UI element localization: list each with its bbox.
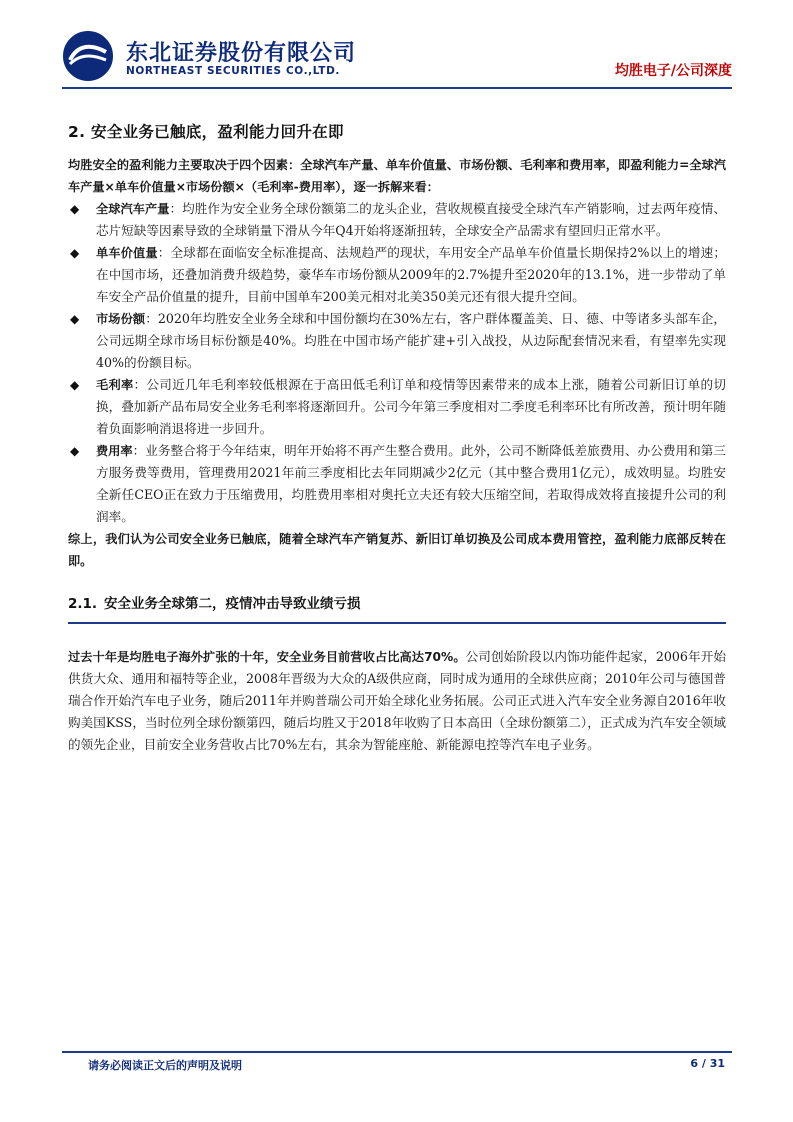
report-tag: 均胜电子/公司深度	[614, 63, 732, 79]
section-heading: 2. 安全业务已触底，盈利能力回升在即	[68, 123, 344, 141]
page-header	[62, 30, 732, 86]
footer-divider	[62, 1051, 732, 1053]
subsection-title: 安全业务全球第二，疫情冲击导致业绩亏损	[104, 596, 361, 612]
list-item	[68, 374, 726, 440]
diamond-bullet-icon: ◆	[70, 202, 80, 216]
list-item-text: ：全球都在面临安全标准提高、法规趋严的现状，车用安全产品单车价值量长期保持2%以上的增速；在中国市场，还叠加消费升级趋势，豪华车市场份额从2009年的2.7%提升至2020年的13.1%，进一步带动了单车安全产品价值量的提升，目前中国单车200美元相对北美350美元还有很大提升空间。	[96, 245, 727, 304]
company-logo-icon	[62, 30, 114, 82]
list-item-label: 全球汽车产量	[96, 202, 170, 216]
factor-list	[68, 198, 726, 528]
list-item-text: ：均胜作为安全业务全球份额第二的龙头企业，营收规模直接受全球汽车产销影响，过去两年疫情、芯片短缺等因素导致的全球销量下滑从今年Q4开始将逐渐扭转，全球安全产品需求有望回归正常水平。	[96, 201, 727, 238]
list-item-label: 单车价值量	[96, 246, 158, 260]
section-conclusion: 综上，我们认为公司安全业务已触底，随着全球汽车产销复苏、新旧订单切换及公司成本费用管控，盈利能力底部反转在即。	[68, 532, 726, 568]
section-intro: 均胜安全的盈利能力主要取决于四个因素：全球汽车产量、单车价值量、市场份额、毛利率和费用率，即盈利能力=全球汽车产量×单车价值量×市场份额×（毛利率-费用率），逐一拆解来看：	[68, 158, 726, 194]
list-item-label: 市场份额	[96, 312, 146, 326]
list-item	[68, 242, 726, 308]
list-item	[68, 308, 726, 374]
list-item-label: 费用率	[96, 444, 133, 458]
diamond-bullet-icon: ◆	[70, 312, 80, 326]
page-number: 6 / 31	[690, 1057, 725, 1070]
subsection-divider	[68, 622, 726, 624]
footer-disclaimer: 请务必阅读正文后的声明及说明	[88, 1059, 242, 1072]
list-item-text: ：公司近几年毛利率较低根源在于高田低毛利订单和疫情等因素带来的成本上涨，随着公司新旧订单的切换，叠加新产品布局安全业务毛利率将逐渐回升。公司今年第三季度相对二季度毛利率环比有所改善，预计明年随着负面影响消退将进一步回升。	[96, 377, 727, 436]
list-item-text: ：2020年均胜安全业务全球和中国份额均在30%左右，客户群体覆盖美、日、德、中等诸多头部车企，公司远期全球市场目标份额是40%。均胜在中国市场产能扩建+引入战投，从边际配套情况来看，有望率先实现40%的份额目标。	[96, 311, 727, 370]
subsection-body	[68, 646, 726, 756]
company-name-cn: 东北证券股份有限公司	[126, 41, 357, 66]
body-text: 公司创始阶段以内饰功能件起家，2006年开始供货大众、通用和福特等企业，2008年晋级为大众的A级供应商，同时成为通用的全球供应商；2010年公司与德国普瑞合作开始汽车电子业务，随后2011年并购普瑞公司开始全球化业务拓展。公司正式进入汽车安全业务源自2016年收购美国KSS，当时位列全球份额第四，随后均胜又于2018年收购了日本高田（全球份额第二），正式成为汽车安全领域的领先企业，目前安全业务营收占比70%左右，其余为智能座舱、新能源电控等汽车电子业务。	[68, 648, 726, 752]
list-item	[68, 440, 726, 528]
diamond-bullet-icon: ◆	[70, 444, 80, 458]
lead-sentence: 过去十年是均胜电子海外扩张的十年，安全业务目前营收占比高达70%。	[68, 649, 466, 664]
diamond-bullet-icon: ◆	[70, 246, 80, 260]
header-divider	[62, 87, 732, 89]
main-content	[68, 120, 726, 756]
list-item	[68, 198, 726, 242]
list-item-label: 毛利率	[96, 378, 134, 392]
company-name-en: NORTHEAST SECURITIES CO.,LTD.	[126, 65, 340, 77]
subsection-number: 2.1.	[68, 596, 98, 612]
diamond-bullet-icon: ◆	[70, 378, 80, 392]
list-item-text: ：业务整合将于今年结束，明年开始将不再产生整合费用。此外，公司不断降低差旅费用、办公费用和第三方服务费等费用，管理费用2021年前三季度相比去年同期减少2亿元（其中整合费用1亿元），成效明显。均胜安全新任CEO正在致力于压缩费用，均胜费用率相对奥托立夫还有较大压缩空间，若取得成效将直接提升公司的利润率。	[96, 443, 726, 524]
subsection-heading	[68, 592, 726, 612]
